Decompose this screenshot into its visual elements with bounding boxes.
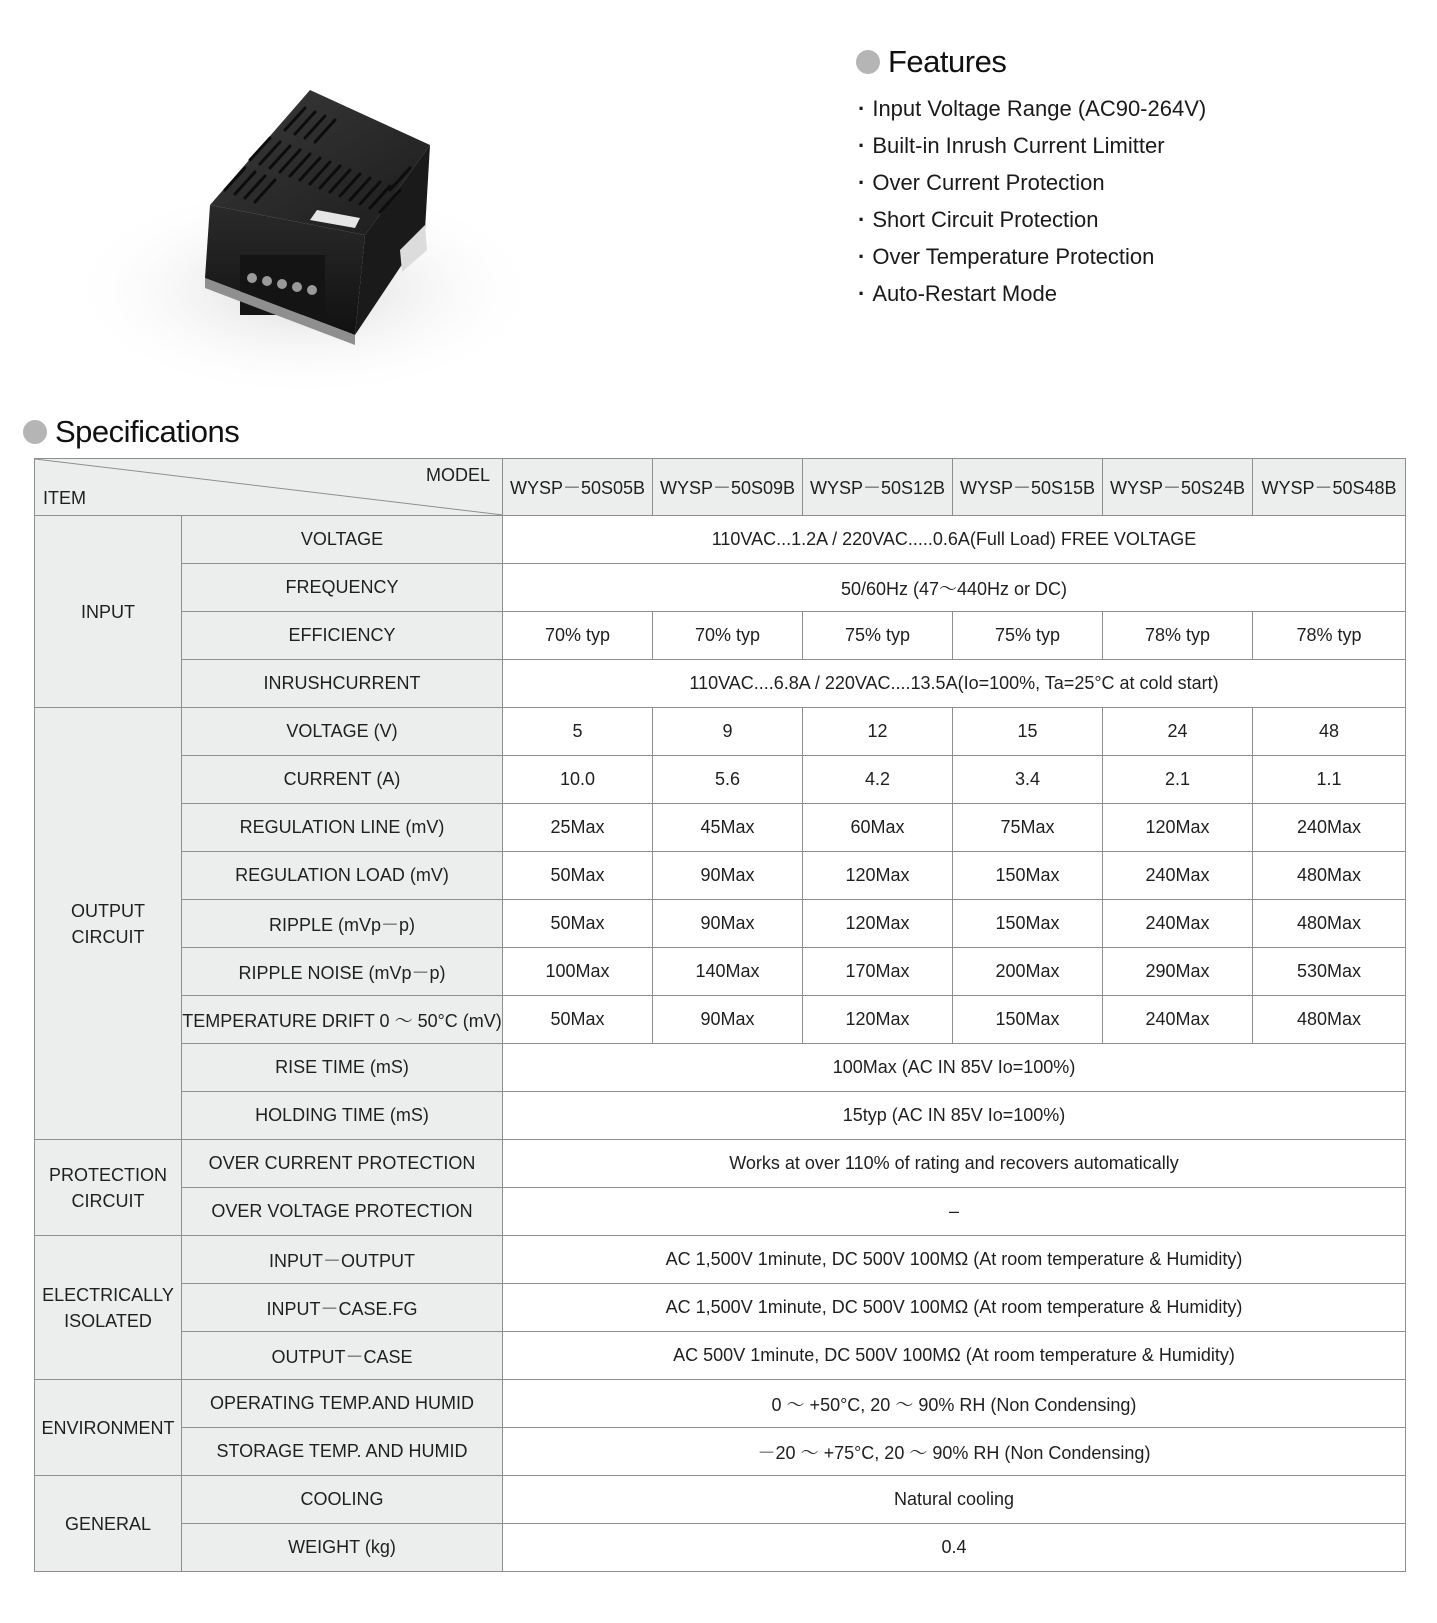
category-cell: ELECTRICALLY ISOLATED	[35, 1236, 182, 1380]
spec-value-cell: 240Max	[1103, 996, 1253, 1044]
spec-value-cell: 75% typ	[953, 612, 1103, 660]
specifications-heading	[23, 414, 239, 450]
spec-value-cell: 120Max	[803, 852, 953, 900]
feature-item: · Built-in Inrush Current Limitter	[858, 127, 1206, 164]
spec-value-cell: 4.2	[803, 756, 953, 804]
spec-value-cell: 50Max	[503, 900, 653, 948]
spec-value-cell: 2.1	[1103, 756, 1253, 804]
specifications-table-body	[35, 516, 1406, 1572]
feature-item: · Over Current Protection	[858, 164, 1206, 201]
bullet-dot-icon	[856, 50, 880, 74]
spec-value-cell: 150Max	[953, 900, 1103, 948]
features-title: Features	[888, 44, 1007, 79]
item-cell: COOLING	[182, 1476, 503, 1524]
table-header-row	[35, 459, 1406, 516]
item-cell: VOLTAGE (V)	[182, 708, 503, 756]
category-cell: PROTECTION CIRCUIT	[35, 1140, 182, 1236]
item-cell: FREQUENCY	[182, 564, 503, 612]
feature-item: · Auto-Restart Mode	[858, 275, 1206, 312]
spec-value-cell: 10.0	[503, 756, 653, 804]
spec-value-span-cell: AC 1,500V 1minute, DC 500V 100MΩ (At room temperature & Humidity)	[503, 1236, 1406, 1284]
corner-item-label: ITEM	[43, 488, 86, 508]
table-row	[35, 1140, 1406, 1188]
item-cell: STORAGE TEMP. AND HUMID	[182, 1428, 503, 1476]
category-cell: OUTPUT CIRCUIT	[35, 708, 182, 1140]
item-cell: TEMPERATURE DRIFT 0 ～ 50°C (mV)	[182, 996, 503, 1044]
spec-value-span-cell: Natural cooling	[503, 1476, 1406, 1524]
spec-value-cell: 75% typ	[803, 612, 953, 660]
spec-value-cell: 5	[503, 708, 653, 756]
spec-value-cell: 9	[653, 708, 803, 756]
item-cell: RISE TIME (mS)	[182, 1044, 503, 1092]
spec-value-cell: 90Max	[653, 852, 803, 900]
item-cell: INPUT－OUTPUT	[182, 1236, 503, 1284]
spec-value-cell: 140Max	[653, 948, 803, 996]
spec-value-cell: 120Max	[1103, 804, 1253, 852]
spec-value-cell: 78% typ	[1253, 612, 1406, 660]
spec-value-cell: 240Max	[1253, 804, 1406, 852]
item-cell: RIPPLE NOISE (mVp－p)	[182, 948, 503, 996]
category-cell: ENVIRONMENT	[35, 1380, 182, 1476]
feature-item: · Short Circuit Protection	[858, 201, 1206, 238]
spec-value-cell: 240Max	[1103, 852, 1253, 900]
spec-value-cell: 75Max	[953, 804, 1103, 852]
table-row	[35, 1236, 1406, 1284]
spec-value-cell: 150Max	[953, 996, 1103, 1044]
feature-item: · Over Temperature Protection	[858, 238, 1206, 275]
spec-value-cell: 90Max	[653, 996, 803, 1044]
model-header: WYSP－50S15B	[953, 459, 1103, 516]
features-heading	[856, 44, 1006, 80]
table-row	[35, 948, 1406, 996]
model-header: WYSP－50S48B	[1253, 459, 1406, 516]
spec-value-span-cell: 110VAC...1.2A / 220VAC.....0.6A(Full Load) FREE VOLTAGE	[503, 516, 1406, 564]
item-cell: OVER VOLTAGE PROTECTION	[182, 1188, 503, 1236]
model-header: WYSP－50S24B	[1103, 459, 1253, 516]
model-header: WYSP－50S12B	[803, 459, 953, 516]
spec-value-span-cell: AC 500V 1minute, DC 500V 100MΩ (At room temperature & Humidity)	[503, 1332, 1406, 1380]
item-cell: VOLTAGE	[182, 516, 503, 564]
spec-value-cell: 3.4	[953, 756, 1103, 804]
item-cell: OUTPUT－CASE	[182, 1332, 503, 1380]
item-cell: OVER CURRENT PROTECTION	[182, 1140, 503, 1188]
power-supply-unit-icon	[55, 40, 575, 420]
spec-value-cell: 45Max	[653, 804, 803, 852]
spec-value-span-cell: 50/60Hz (47～440Hz or DC)	[503, 564, 1406, 612]
table-row	[35, 1428, 1406, 1476]
spec-value-cell: 170Max	[803, 948, 953, 996]
spec-value-span-cell: AC 1,500V 1minute, DC 500V 100MΩ (At room temperature & Humidity)	[503, 1284, 1406, 1332]
table-row	[35, 1044, 1406, 1092]
spec-value-cell: 24	[1103, 708, 1253, 756]
spec-value-span-cell: 0.4	[503, 1524, 1406, 1572]
feature-item: · Input Voltage Range (AC90-264V)	[858, 90, 1206, 127]
spec-value-span-cell: 15typ (AC IN 85V Io=100%)	[503, 1092, 1406, 1140]
table-row	[35, 996, 1406, 1044]
spec-value-cell: 480Max	[1253, 852, 1406, 900]
table-row	[35, 900, 1406, 948]
table-row	[35, 852, 1406, 900]
spec-value-cell: 50Max	[503, 996, 653, 1044]
table-row	[35, 1380, 1406, 1428]
spec-value-cell: 78% typ	[1103, 612, 1253, 660]
spec-value-span-cell: –	[503, 1188, 1406, 1236]
table-row	[35, 564, 1406, 612]
spec-value-cell: 1.1	[1253, 756, 1406, 804]
table-row	[35, 1092, 1406, 1140]
table-row	[35, 1188, 1406, 1236]
category-cell: INPUT	[35, 516, 182, 708]
category-cell: GENERAL	[35, 1476, 182, 1572]
bullet-dot-icon	[23, 420, 47, 444]
spec-value-cell: 100Max	[503, 948, 653, 996]
model-header: WYSP－50S05B	[503, 459, 653, 516]
spec-value-cell: 70% typ	[653, 612, 803, 660]
item-cell: HOLDING TIME (mS)	[182, 1092, 503, 1140]
item-cell: WEIGHT (kg)	[182, 1524, 503, 1572]
spec-value-cell: 150Max	[953, 852, 1103, 900]
table-row	[35, 1284, 1406, 1332]
item-cell: EFFICIENCY	[182, 612, 503, 660]
table-row	[35, 1476, 1406, 1524]
spec-value-span-cell: 100Max (AC IN 85V Io=100%)	[503, 1044, 1406, 1092]
item-cell: OPERATING TEMP.AND HUMID	[182, 1380, 503, 1428]
features-list	[858, 90, 1206, 312]
spec-value-cell: 290Max	[1103, 948, 1253, 996]
spec-value-cell: 120Max	[803, 900, 953, 948]
corner-model-label: MODEL	[425, 465, 490, 485]
table-row	[35, 756, 1406, 804]
table-row	[35, 708, 1406, 756]
spec-value-span-cell: －20 ～ +75°C, 20 ～ 90% RH (Non Condensing)	[503, 1428, 1406, 1476]
table-row	[35, 1332, 1406, 1380]
table-row	[35, 612, 1406, 660]
spec-value-cell: 240Max	[1103, 900, 1253, 948]
item-cell: REGULATION LOAD (mV)	[182, 852, 503, 900]
item-cell: INRUSHCURRENT	[182, 660, 503, 708]
spec-value-cell: 48	[1253, 708, 1406, 756]
table-row	[35, 804, 1406, 852]
spec-value-cell: 70% typ	[503, 612, 653, 660]
spec-value-span-cell: 0 ～ +50°C, 20 ～ 90% RH (Non Condensing)	[503, 1380, 1406, 1428]
specifications-table	[34, 458, 1406, 1572]
spec-value-cell: 480Max	[1253, 996, 1406, 1044]
spec-value-span-cell: 110VAC....6.8A / 220VAC....13.5A(Io=100%, Ta=25°C at cold start)	[503, 660, 1406, 708]
spec-value-span-cell: Works at over 110% of rating and recovers automatically	[503, 1140, 1406, 1188]
spec-value-cell: 480Max	[1253, 900, 1406, 948]
spec-value-cell: 12	[803, 708, 953, 756]
item-cell: RIPPLE (mVp－p)	[182, 900, 503, 948]
spec-value-cell: 530Max	[1253, 948, 1406, 996]
table-row	[35, 1524, 1406, 1572]
item-cell: REGULATION LINE (mV)	[182, 804, 503, 852]
spec-value-cell: 60Max	[803, 804, 953, 852]
spec-value-cell: 120Max	[803, 996, 953, 1044]
spec-value-cell: 50Max	[503, 852, 653, 900]
table-row	[35, 516, 1406, 564]
spec-value-cell: 15	[953, 708, 1103, 756]
spec-value-cell: 25Max	[503, 804, 653, 852]
item-cell: CURRENT (A)	[182, 756, 503, 804]
spec-value-cell: 90Max	[653, 900, 803, 948]
model-header: WYSP－50S09B	[653, 459, 803, 516]
specifications-title: Specifications	[55, 414, 240, 449]
item-cell: INPUT－CASE.FG	[182, 1284, 503, 1332]
table-row	[35, 660, 1406, 708]
product-photo	[55, 40, 575, 420]
spec-value-cell: 200Max	[953, 948, 1103, 996]
model-item-corner-cell	[35, 459, 503, 516]
spec-value-cell: 5.6	[653, 756, 803, 804]
